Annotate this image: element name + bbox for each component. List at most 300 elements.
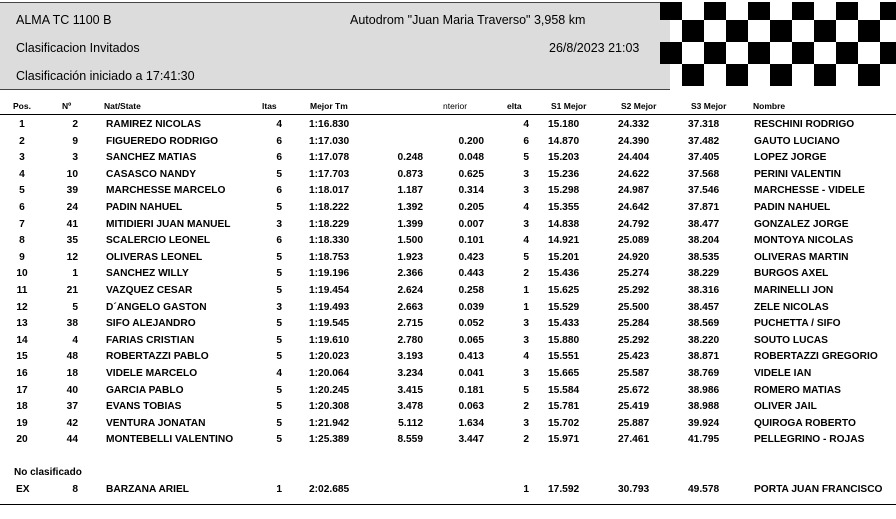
cell-best-lap: 4	[523, 119, 529, 130]
cell-s2: 25.500	[618, 301, 650, 313]
cell-pos: 18	[16, 401, 28, 413]
col-s2: S2 Mejor	[621, 101, 657, 111]
flag-square	[704, 42, 726, 64]
cell-num: 10	[66, 168, 78, 180]
cell-num: 24	[66, 201, 78, 213]
cell-name: ZELE NICOLAS	[754, 301, 829, 313]
cell-driver: EVANS TOBIAS	[106, 401, 182, 413]
cell-pos: 14	[16, 334, 28, 346]
cell-best-lap: 4	[523, 235, 529, 247]
cell-s3: 38.569	[688, 318, 720, 330]
col-s3: S3 Mejor	[691, 101, 727, 111]
cell-driver: MARCHESSE MARCELO	[106, 185, 226, 197]
cell-best-lap: 6	[523, 135, 529, 147]
cell-s3: 37.318	[688, 119, 720, 130]
cell-name: OLIVER JAIL	[754, 401, 817, 413]
results-table	[0, 118, 896, 450]
cell-laps: 1	[276, 484, 282, 495]
cell-pos: 13	[16, 318, 28, 330]
header-divider	[0, 114, 896, 115]
cell-name: BURGOS AXEL	[754, 268, 829, 280]
cell-pos: 4	[19, 168, 25, 180]
cell-s1: 15.665	[548, 367, 580, 379]
cell-best: 2:02.685	[309, 484, 350, 495]
flag-square	[682, 64, 704, 86]
cell-num: 35	[66, 235, 78, 247]
cell-driver: FARIAS CRISTIAN	[106, 334, 195, 346]
cell-driver: GARCIA PABLO	[106, 384, 184, 396]
session-datetime: 26/8/2023 21:03	[549, 41, 640, 55]
cell-laps: 5	[276, 434, 282, 446]
cell-gap: 1.500	[397, 235, 423, 247]
cell-s2: 25.292	[618, 334, 650, 346]
cell-best-lap: 1	[523, 484, 529, 495]
cell-num: 1	[72, 268, 78, 280]
cell-name: RESCHINI RODRIGO	[754, 119, 855, 130]
col-interval: nterior	[443, 101, 468, 111]
cell-s2: 25.672	[618, 384, 650, 396]
table-row	[0, 301, 896, 318]
session-name: Clasificacion Invitados	[16, 41, 140, 55]
cell-driver: BARZANA ARIEL	[106, 484, 190, 495]
cell-s2: 25.284	[618, 318, 650, 330]
cell-laps: 5	[276, 318, 282, 330]
table-row	[0, 367, 896, 384]
cell-s2: 24.390	[618, 135, 650, 147]
cell-num: 12	[66, 251, 78, 263]
table-row	[0, 218, 896, 235]
cell-num: 40	[66, 384, 78, 396]
cell-s1: 15.551	[548, 351, 580, 363]
cell-name: PADIN NAHUEL	[754, 201, 831, 213]
cell-pos: 9	[19, 251, 25, 263]
cell-interval: 0.443	[458, 268, 484, 280]
cell-s3: 38.204	[688, 235, 720, 247]
flag-square	[836, 42, 858, 64]
cell-laps: 5	[276, 284, 282, 296]
cell-s3: 38.871	[688, 351, 720, 363]
cell-laps: 6	[276, 135, 282, 147]
cell-best-lap: 5	[523, 152, 529, 164]
cell-s3: 38.316	[688, 284, 720, 296]
col-s1: S1 Mejor	[551, 101, 587, 111]
cell-s1: 15.355	[548, 201, 580, 213]
cell-best: 1:19.454	[309, 284, 350, 296]
cell-s1: 15.298	[548, 185, 580, 197]
cell-gap: 3.193	[397, 351, 423, 363]
cell-gap: 2.366	[397, 268, 423, 280]
cell-gap: 2.624	[397, 284, 423, 296]
cell-best: 1:19.196	[309, 268, 350, 280]
cell-s2: 24.332	[618, 119, 650, 130]
cell-driver: OLIVERAS LEONEL	[106, 251, 203, 263]
cell-laps: 6	[276, 235, 282, 247]
table-row	[0, 417, 896, 434]
cell-laps: 5	[276, 351, 282, 363]
cell-pos: 20	[16, 434, 28, 446]
cell-gap: 0.248	[397, 152, 423, 164]
cell-driver: PADIN NAHUEL	[106, 201, 183, 213]
col-nat: Nat/State	[104, 101, 141, 111]
cell-s3: 37.482	[688, 135, 720, 147]
cell-laps: 4	[276, 119, 282, 130]
cell-driver: MITIDIERI JUAN MANUEL	[106, 218, 231, 230]
flag-square	[770, 64, 792, 86]
cell-name: MONTOYA NICOLAS	[754, 235, 854, 247]
cell-best-lap: 3	[523, 185, 529, 197]
cell-num: 8	[72, 484, 78, 495]
cell-best: 1:19.493	[309, 301, 350, 313]
cell-gap: 2.715	[397, 318, 423, 330]
cell-best: 1:19.545	[309, 318, 350, 330]
cell-s2: 24.920	[618, 251, 650, 263]
cell-name: GONZALEZ JORGE	[754, 218, 849, 230]
cell-best-lap: 5	[523, 384, 529, 396]
cell-best-lap: 1	[523, 284, 529, 296]
flag-square	[836, 2, 858, 20]
cell-name: VIDELE IAN	[754, 367, 812, 379]
cell-s1: 15.529	[548, 301, 580, 313]
cell-s1: 15.971	[548, 434, 580, 446]
cell-s2: 25.587	[618, 367, 650, 379]
table-row	[0, 267, 896, 284]
cell-num: 18	[66, 367, 78, 379]
cell-best-lap: 3	[523, 417, 529, 429]
cell-gap: 1.923	[397, 251, 423, 263]
cell-name: SOUTO LUCAS	[754, 334, 828, 346]
cell-driver: RAMIREZ NICOLAS	[106, 119, 202, 130]
cell-num: 39	[66, 185, 78, 197]
cell-driver: SANCHEZ MATIAS	[106, 152, 197, 164]
not-classified-title: No clasificado	[14, 467, 82, 478]
cell-best-lap: 3	[523, 318, 529, 330]
cell-num: 2	[72, 119, 78, 130]
cell-driver: CASASCO NANDY	[106, 168, 196, 180]
cell-gap: 0.873	[397, 168, 423, 180]
cell-driver: VENTURA JONATAN	[106, 417, 206, 429]
cell-name: OLIVERAS MARTIN	[754, 251, 849, 263]
cell-best-lap: 3	[523, 367, 529, 379]
flag-square	[682, 20, 704, 42]
cell-pos: 3	[19, 152, 25, 164]
cell-best-lap: 1	[523, 301, 529, 313]
cell-name: PORTA JUAN FRANCISCO	[754, 484, 883, 495]
col-name: Nombre	[753, 101, 786, 111]
cell-s2: 25.887	[618, 417, 650, 429]
cell-gap: 1.392	[397, 201, 423, 213]
cell-best: 1:18.330	[309, 235, 350, 247]
circuit-name: Autodrom "Juan Maria Traverso" 3,958 km	[350, 13, 586, 27]
flag-square	[880, 2, 896, 20]
cell-s3: 38.988	[688, 401, 720, 413]
cell-s3: 38.535	[688, 251, 720, 263]
session-start: Clasificación iniciado a 17:41:30	[16, 69, 195, 83]
cell-num: 48	[66, 351, 78, 363]
cell-name: PERINI VALENTIN	[754, 168, 841, 180]
cell-s3: 37.405	[688, 152, 720, 164]
col-best-time: Mejor Tm	[310, 101, 348, 111]
cell-best: 1:20.245	[309, 384, 350, 396]
cell-s2: 27.461	[618, 434, 650, 446]
cell-best: 1:20.308	[309, 401, 350, 413]
cell-pos: 8	[19, 235, 25, 247]
cell-s3: 37.546	[688, 185, 720, 197]
flag-square	[726, 20, 748, 42]
cell-best-lap: 3	[523, 168, 529, 180]
cell-gap: 3.478	[397, 401, 423, 413]
flag-square	[660, 42, 682, 64]
cell-interval: 0.052	[458, 318, 484, 330]
cell-best: 1:18.222	[309, 201, 350, 213]
cell-gap: 2.780	[397, 334, 423, 346]
flag-square	[770, 20, 792, 42]
cell-pos: 1	[19, 119, 25, 130]
col-number: Nº	[62, 101, 72, 111]
flag-square	[660, 2, 682, 20]
flag-square	[792, 42, 814, 64]
cell-best: 1:20.023	[309, 351, 350, 363]
cell-s3: 38.477	[688, 218, 720, 230]
cell-best-lap: 2	[523, 268, 529, 280]
cell-s2: 25.419	[618, 401, 650, 413]
flag-square	[792, 2, 814, 20]
table-row	[0, 135, 896, 152]
cell-driver: MONTEBELLI VALENTINO	[106, 434, 234, 446]
cell-s3: 38.220	[688, 334, 720, 346]
cell-name: PELLEGRINO - ROJAS	[754, 434, 865, 446]
cell-pos: 16	[16, 367, 28, 379]
cell-laps: 5	[276, 384, 282, 396]
table-row	[0, 317, 896, 334]
cell-num: 37	[66, 401, 78, 413]
cell-name: LOPEZ JORGE	[754, 152, 827, 164]
cell-interval: 0.413	[458, 351, 484, 363]
cell-best-lap: 5	[523, 251, 529, 263]
cell-gap: 8.559	[397, 434, 423, 446]
cell-s1: 15.702	[548, 417, 580, 429]
cell-interval: 3.447	[458, 434, 484, 446]
cell-num: 5	[72, 301, 78, 313]
footer-divider	[0, 504, 896, 505]
cell-driver: VAZQUEZ CESAR	[106, 284, 193, 296]
col-pos: Pos.	[13, 101, 31, 111]
flag-square	[748, 42, 770, 64]
cell-s1: 14.838	[548, 218, 580, 230]
cell-name: GAUTO LUCIANO	[754, 135, 840, 147]
results-header	[0, 0, 896, 90]
cell-driver: SIFO ALEJANDRO	[106, 318, 196, 330]
cell-interval: 0.423	[458, 251, 484, 263]
cell-pos: 19	[16, 417, 28, 429]
cell-best: 1:19.610	[309, 334, 350, 346]
cell-name: QUIROGA ROBERTO	[754, 417, 856, 429]
table-row	[0, 184, 896, 201]
cell-pos: 10	[16, 268, 28, 280]
cell-pos: 2	[19, 135, 25, 147]
cell-pos: 17	[16, 384, 28, 396]
cell-s2: 25.423	[618, 351, 650, 363]
table-row	[0, 284, 896, 301]
cell-num: 41	[66, 218, 78, 230]
table-row	[0, 201, 896, 218]
cell-name: MARINELLI JON	[754, 284, 834, 296]
cell-num: 4	[72, 334, 78, 346]
cell-interval: 0.625	[458, 168, 484, 180]
cell-driver: D´ANGELO GASTON	[106, 301, 207, 313]
cell-best: 1:25.389	[309, 434, 350, 446]
cell-gap: 2.663	[397, 301, 423, 313]
cell-interval: 0.063	[458, 401, 484, 413]
cell-s1: 14.870	[548, 135, 580, 147]
table-row	[0, 251, 896, 268]
cell-laps: 5	[276, 334, 282, 346]
cell-interval: 0.181	[458, 384, 484, 396]
flag-square	[726, 64, 748, 86]
cell-s3: 38.769	[688, 367, 720, 379]
cell-interval: 0.041	[458, 367, 484, 379]
cell-interval: 0.314	[458, 185, 484, 197]
cell-s1: 15.880	[548, 334, 580, 346]
not-classified-row	[0, 483, 896, 500]
cell-num: 9	[72, 135, 78, 147]
cell-name: ROBERTAZZI GREGORIO	[754, 351, 878, 363]
cell-gap: 3.234	[397, 367, 423, 379]
cell-interval: 1.634	[458, 417, 484, 429]
cell-s3: 41.795	[688, 434, 720, 446]
cell-s2: 24.792	[618, 218, 650, 230]
cell-s3: 49.578	[688, 484, 720, 495]
cell-best: 1:17.078	[309, 152, 350, 164]
cell-driver: ROBERTAZZI PABLO	[106, 351, 209, 363]
cell-s1: 15.584	[548, 384, 580, 396]
cell-num: 42	[66, 417, 78, 429]
flag-square	[858, 20, 880, 42]
cell-gap: 1.399	[397, 218, 423, 230]
cell-s1: 15.625	[548, 284, 580, 296]
cell-s1: 15.781	[548, 401, 580, 413]
cell-s1: 15.203	[548, 152, 580, 164]
cell-best: 1:21.942	[309, 417, 350, 429]
cell-num: 38	[66, 318, 78, 330]
cell-s3: 37.871	[688, 201, 720, 213]
cell-s1: 17.592	[548, 484, 580, 495]
cell-laps: 5	[276, 401, 282, 413]
cell-pos: 15	[16, 351, 28, 363]
cell-gap: 5.112	[398, 417, 423, 429]
table-row	[0, 168, 896, 185]
cell-interval: 0.048	[458, 152, 484, 164]
cell-pos: 6	[19, 201, 25, 213]
table-row	[0, 234, 896, 251]
cell-laps: 5	[276, 268, 282, 280]
flag-square	[814, 64, 836, 86]
column-headers	[0, 101, 896, 113]
cell-driver: SANCHEZ WILLY	[106, 268, 189, 280]
checkered-flag	[650, 2, 896, 88]
table-row	[0, 433, 896, 450]
cell-driver: VIDELE MARCELO	[106, 367, 198, 379]
flag-square	[858, 64, 880, 86]
cell-s3: 39.924	[688, 417, 720, 429]
cell-best: 1:20.064	[309, 367, 350, 379]
cell-s2: 30.793	[618, 484, 650, 495]
cell-s1: 15.236	[548, 168, 580, 180]
cell-best-lap: 4	[523, 201, 529, 213]
table-row	[0, 350, 896, 367]
table-row	[0, 334, 896, 351]
cell-s1: 14.921	[548, 235, 580, 247]
cell-best: 1:16.830	[309, 119, 350, 130]
cell-s1: 15.201	[548, 251, 580, 263]
cell-s3: 37.568	[688, 168, 720, 180]
cell-s2: 25.292	[618, 284, 650, 296]
table-row	[0, 118, 896, 135]
cell-best-lap: 3	[523, 334, 529, 346]
cell-s1: 15.436	[548, 268, 580, 280]
cell-laps: 6	[276, 152, 282, 164]
table-row	[0, 400, 896, 417]
cell-best-lap: 2	[523, 401, 529, 413]
col-delta: elta	[507, 101, 522, 111]
cell-interval: 0.200	[458, 135, 484, 147]
cell-pos: 5	[19, 185, 25, 197]
cell-laps: 5	[276, 417, 282, 429]
cell-driver: SCALERCIO LEONEL	[106, 235, 211, 247]
cell-laps: 4	[276, 367, 282, 379]
flag-square	[704, 2, 726, 20]
category-title: ALMA TC 1100 B	[16, 13, 112, 27]
cell-laps: 3	[276, 301, 282, 313]
cell-num: 44	[66, 434, 78, 446]
cell-s2: 25.274	[618, 268, 650, 280]
cell-s2: 24.987	[618, 185, 650, 197]
cell-gap: 1.187	[397, 185, 423, 197]
cell-best: 1:18.753	[309, 251, 350, 263]
cell-interval: 0.065	[458, 334, 484, 346]
cell-best-lap: 4	[523, 351, 529, 363]
cell-laps: 5	[276, 251, 282, 263]
cell-interval: 0.007	[458, 218, 484, 230]
cell-s2: 24.642	[618, 201, 650, 213]
flag-square	[748, 2, 770, 20]
cell-s3: 38.986	[688, 384, 720, 396]
col-laps: ltas	[262, 101, 277, 111]
cell-driver: FIGUEREDO RODRIGO	[106, 135, 219, 147]
cell-best: 1:17.703	[309, 168, 350, 180]
cell-s2: 24.622	[618, 168, 650, 180]
flag-square	[814, 20, 836, 42]
cell-interval: 0.039	[458, 301, 484, 313]
cell-pos: 11	[16, 284, 28, 296]
cell-s2: 25.089	[618, 235, 650, 247]
cell-s1: 15.433	[548, 318, 580, 330]
cell-laps: 5	[276, 168, 282, 180]
cell-name: MARCHESSE - VIDELE	[754, 185, 865, 197]
cell-s3: 38.457	[688, 301, 720, 313]
cell-gap: 3.415	[397, 384, 423, 396]
cell-interval: 0.258	[458, 284, 484, 296]
cell-interval: 0.101	[458, 235, 484, 247]
cell-pos: EX	[16, 484, 30, 495]
cell-best-lap: 2	[523, 434, 529, 446]
cell-name: ROMERO MATIAS	[754, 384, 841, 396]
cell-s2: 24.404	[618, 152, 650, 164]
cell-best: 1:17.030	[309, 135, 350, 147]
cell-num: 3	[72, 152, 78, 164]
cell-pos: 7	[19, 218, 25, 230]
cell-interval: 0.205	[458, 201, 484, 213]
cell-best: 1:18.229	[309, 218, 350, 230]
